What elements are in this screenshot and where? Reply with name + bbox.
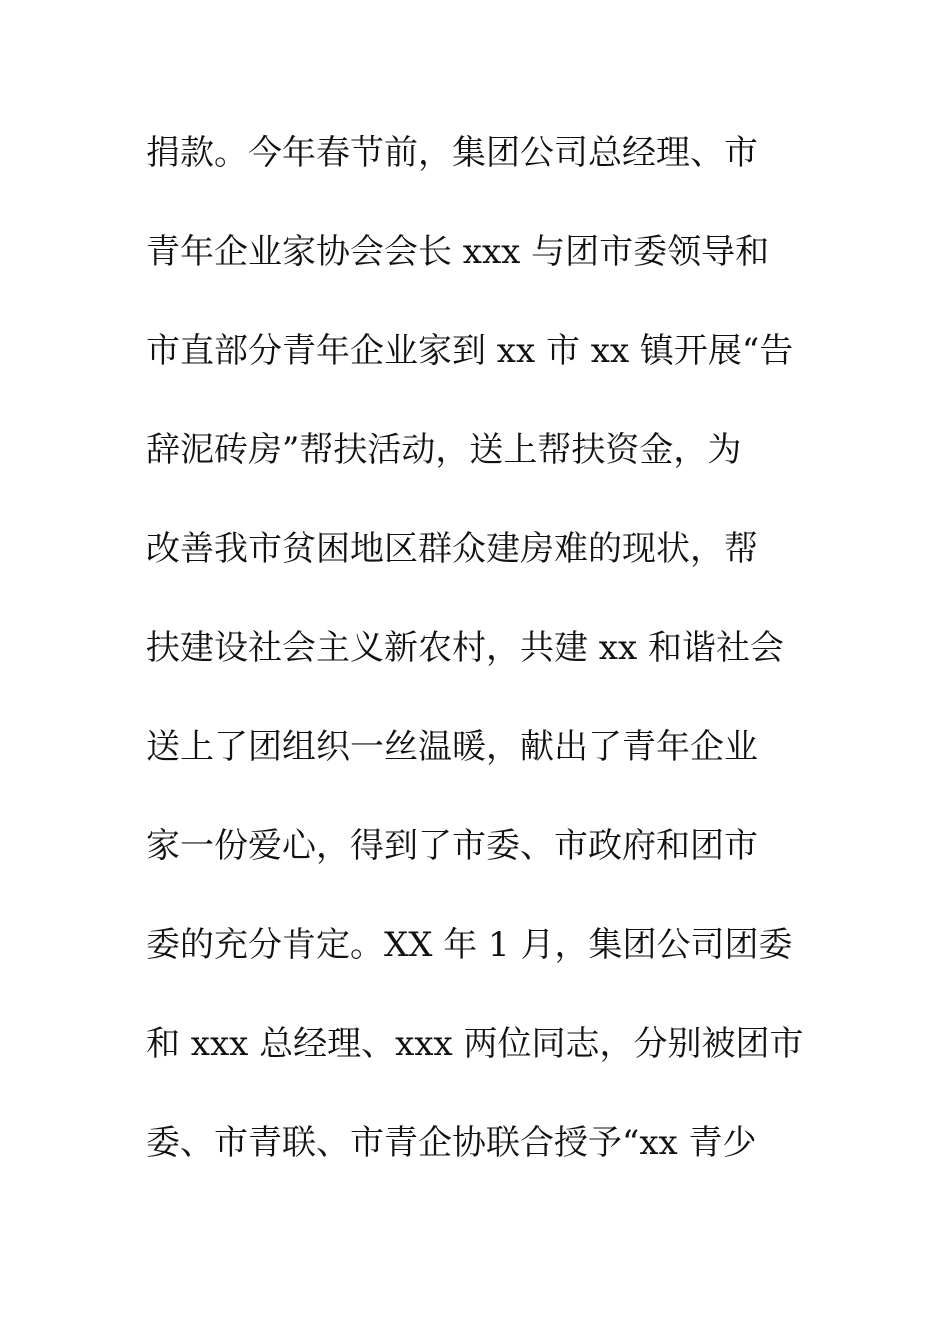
text-line-6: 扶建设社会主义新农村，共建 xx 和谐社会 [146,628,784,668]
text-line-1: 捐款。今年春节前，集团公司总经理、市 [146,133,758,173]
text-line-10: 和 xxx 总经理、xxx 两位同志，分别被团市 [146,1024,804,1064]
text-line-5: 改善我市贫困地区群众建房难的现状，帮 [146,529,758,569]
text-line-9: 委的充分肯定。XX 年 1 月，集团公司团委 [146,925,793,965]
text-line-11: 委、市青联、市青企协联合授予“xx 青少 [146,1123,757,1163]
text-line-3: 市直部分青年企业家到 xx 市 xx 镇开展“告 [146,331,794,371]
text-line-8: 家一份爱心，得到了市委、市政府和团市 [146,826,758,866]
text-line-2: 青年企业家协会会长 xxx 与团市委领导和 [146,232,770,272]
text-line-4: 辞泥砖房”帮扶活动，送上帮扶资金，为 [146,430,742,470]
text-line-7: 送上了团组织一丝温暖，献出了青年企业 [146,727,758,767]
body-text [146,126,826,1215]
